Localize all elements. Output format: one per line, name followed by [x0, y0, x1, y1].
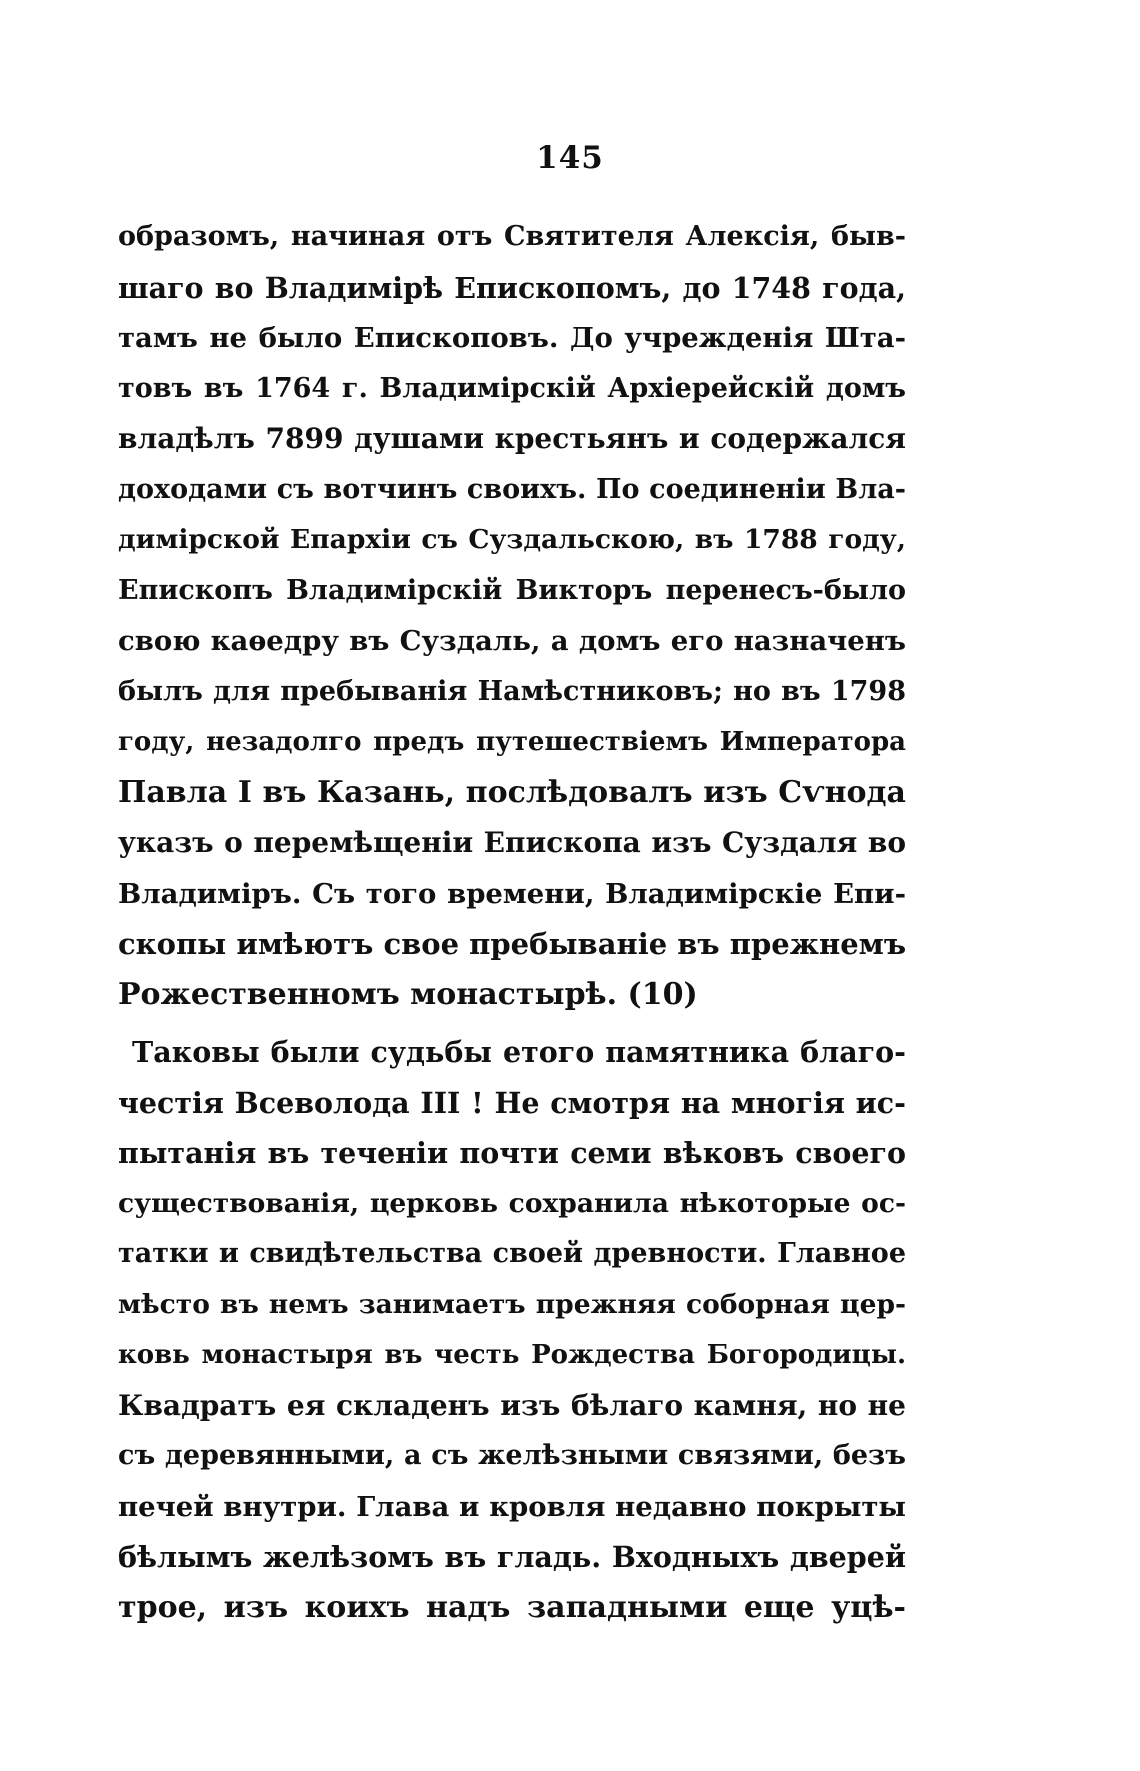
text-line: тамъ не было Епископовъ. До учрежденія Шта- [118, 322, 906, 354]
text-line: бѣлымъ желѣзомъ въ гладь. Входныхъ дверей [118, 1540, 906, 1574]
text-line: указъ о перемѣщеніи Епископа изъ Суздаля во [118, 826, 906, 859]
text-line: былъ для пребыванія Намѣстниковъ; но въ 1798 [118, 675, 906, 707]
text-line: скопы имѣютъ свое пребываніе въ прежнемъ [118, 927, 906, 961]
text-line: димірской Епархіи съ Суздальскою, въ 1788 году, [118, 524, 906, 555]
text-line: Павла I въ Казань, послѣдовалъ изъ Сѵнода [118, 774, 906, 810]
text-line: пытанія въ теченіи почти семи вѣковъ своего [118, 1136, 906, 1170]
page-number: 145 [536, 140, 604, 176]
paragraph-gap [118, 1020, 906, 1027]
text-line: татки и свидѣтельства своей древности. Главное [118, 1238, 906, 1269]
paragraph-2 [118, 1027, 906, 1633]
text-line: существованія, церковь сохранила нѣкоторые ос- [118, 1187, 906, 1219]
text-line: году, незадолго предъ путешествіемъ Императора [118, 727, 906, 757]
text-line: Квадратъ ея складенъ изъ бѣлаго камня, но не [118, 1388, 906, 1422]
text-line: честія Всеволода III ! Не смотря на многія ис- [118, 1085, 906, 1120]
text-line: владѣлъ 7899 душами крестьянъ и содержался [118, 422, 906, 455]
text-line: Епископъ Владимірскій Викторъ перенесъ-было [118, 574, 906, 606]
text-line: доходами съ вотчинъ своихъ. По соединеніи Вла- [118, 473, 906, 505]
text-line: съ деревянными, а съ желѣзными связями, безъ [118, 1440, 906, 1471]
text-line: Рожественномъ монастырѣ. (10) [118, 976, 698, 1012]
text-line: Таковы были судьбы етого памятника благо- [132, 1035, 906, 1069]
text-line: шаго во Владимірѣ Епископомъ, до 1748 года, [118, 270, 906, 305]
text-line: трое, изъ коихъ надъ западными еще уцѣ- [118, 1589, 906, 1625]
paragraph-1 [118, 212, 906, 1020]
text-line: свою каѳедру въ Суздаль, а домъ его назначенъ [118, 625, 906, 657]
page-text [118, 212, 906, 1633]
text-line: Владиміръ. Съ того времени, Владимірскіе Епи- [118, 877, 906, 910]
text-line: образомъ, начиная отъ Святителя Алексія, быв- [118, 221, 906, 252]
text-line: печей внутри. Глава и кровля недавно покрыты [118, 1490, 906, 1523]
text-line: мѣсто въ немъ занимаетъ прежняя соборная цер- [118, 1288, 906, 1320]
text-line: ковь монастыря въ честь Рождества Богородицы. [118, 1340, 906, 1370]
text-line: товъ въ 1764 г. Владимірскій Архіерейскій домъ [118, 372, 906, 404]
